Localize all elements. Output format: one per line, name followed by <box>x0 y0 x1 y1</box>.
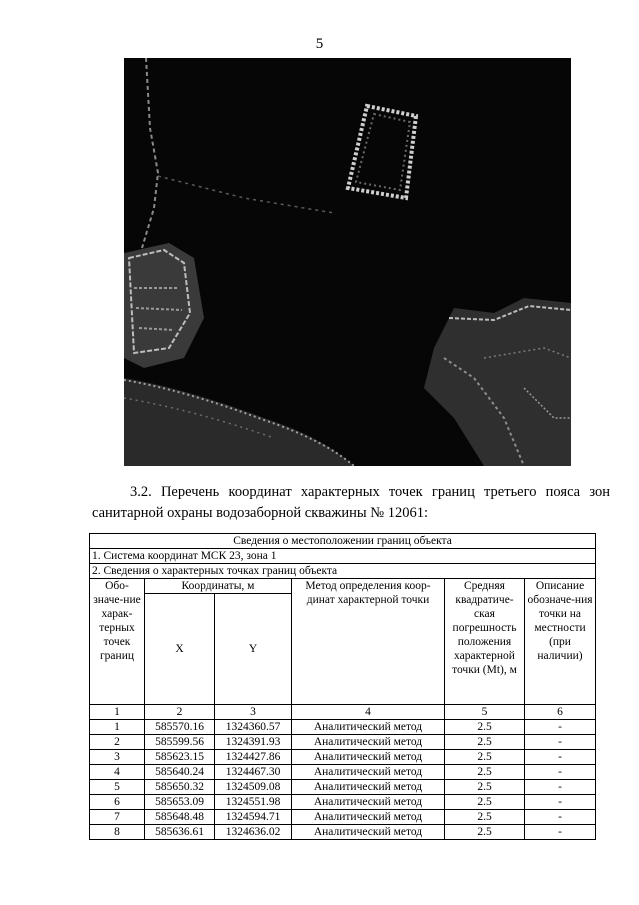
column-number: 1 <box>90 705 145 720</box>
accuracy: 2.5 <box>445 720 525 735</box>
column-number-row <box>90 705 596 720</box>
coord-x: 585570.16 <box>145 720 215 735</box>
coord-y: 1324427.86 <box>215 750 292 765</box>
table-section-points: 2. Сведения о характерных точках границ объекта <box>90 564 596 579</box>
table-row <box>90 750 596 765</box>
coord-y: 1324551.98 <box>215 795 292 810</box>
coord-x: 585599.56 <box>145 735 215 750</box>
point-number: 3 <box>90 750 145 765</box>
method: Аналитический метод <box>292 780 445 795</box>
header-designation: Обо-значе-ние харак-терных точек границ <box>90 579 145 705</box>
header-y: Y <box>215 594 292 705</box>
column-number: 3 <box>215 705 292 720</box>
column-number: 2 <box>145 705 215 720</box>
method: Аналитический метод <box>292 810 445 825</box>
point-number: 2 <box>90 735 145 750</box>
table-row <box>90 795 596 810</box>
coord-y: 1324594.71 <box>215 810 292 825</box>
table-row <box>90 720 596 735</box>
coord-x: 585636.61 <box>145 825 215 840</box>
accuracy: 2.5 <box>445 795 525 810</box>
table-row <box>90 825 596 840</box>
table-title: Сведения о местоположении границ объекта <box>90 534 596 549</box>
table-row <box>90 735 596 750</box>
coord-y: 1324391.93 <box>215 735 292 750</box>
coord-x: 585623.15 <box>145 750 215 765</box>
accuracy: 2.5 <box>445 750 525 765</box>
coord-y: 1324467.30 <box>215 765 292 780</box>
accuracy: 2.5 <box>445 825 525 840</box>
aerial-photo-graphic <box>124 58 571 466</box>
method: Аналитический метод <box>292 825 445 840</box>
header-description: Описание обозначе-ния точки на местности (при наличии) <box>525 579 596 705</box>
coord-y: 1324509.08 <box>215 780 292 795</box>
description: - <box>525 750 596 765</box>
aerial-photo <box>124 58 571 466</box>
header-method: Метод определения коор-динат характерной точки <box>292 579 445 705</box>
method: Аналитический метод <box>292 750 445 765</box>
point-number: 5 <box>90 780 145 795</box>
method: Аналитический метод <box>292 720 445 735</box>
column-number: 6 <box>525 705 596 720</box>
description: - <box>525 735 596 750</box>
description: - <box>525 795 596 810</box>
point-number: 7 <box>90 810 145 825</box>
coord-x: 585648.48 <box>145 810 215 825</box>
coord-x: 585653.09 <box>145 795 215 810</box>
table-row <box>90 780 596 795</box>
section-heading: 3.2. Перечень координат характерных точек границ третьего пояса зон санитарной охраны водозаборной скважины № 12061: <box>92 484 610 521</box>
method: Аналитический метод <box>292 765 445 780</box>
coord-y: 1324636.02 <box>215 825 292 840</box>
table-row <box>90 765 596 780</box>
column-number: 5 <box>445 705 525 720</box>
coordinates-table <box>89 533 596 840</box>
column-number: 4 <box>292 705 445 720</box>
description: - <box>525 825 596 840</box>
accuracy: 2.5 <box>445 735 525 750</box>
description: - <box>525 765 596 780</box>
point-number: 6 <box>90 795 145 810</box>
header-x: X <box>145 594 215 705</box>
coord-x: 585650.32 <box>145 780 215 795</box>
point-number: 4 <box>90 765 145 780</box>
header-coordinates: Координаты, м <box>145 579 292 594</box>
header-accuracy: Средняя квадратиче-ская погрешность положения характерной точки (Mt), м <box>445 579 525 705</box>
point-number: 1 <box>90 720 145 735</box>
coord-x: 585640.24 <box>145 765 215 780</box>
page-number: 5 <box>315 36 324 52</box>
table-row <box>90 810 596 825</box>
method: Аналитический метод <box>292 735 445 750</box>
accuracy: 2.5 <box>445 765 525 780</box>
description: - <box>525 780 596 795</box>
description: - <box>525 810 596 825</box>
method: Аналитический метод <box>292 795 445 810</box>
accuracy: 2.5 <box>445 780 525 795</box>
point-number: 8 <box>90 825 145 840</box>
description: - <box>525 720 596 735</box>
accuracy: 2.5 <box>445 810 525 825</box>
coord-y: 1324360.57 <box>215 720 292 735</box>
table-section-coordinate-system: 1. Система координат МСК 23, зона 1 <box>90 549 596 564</box>
